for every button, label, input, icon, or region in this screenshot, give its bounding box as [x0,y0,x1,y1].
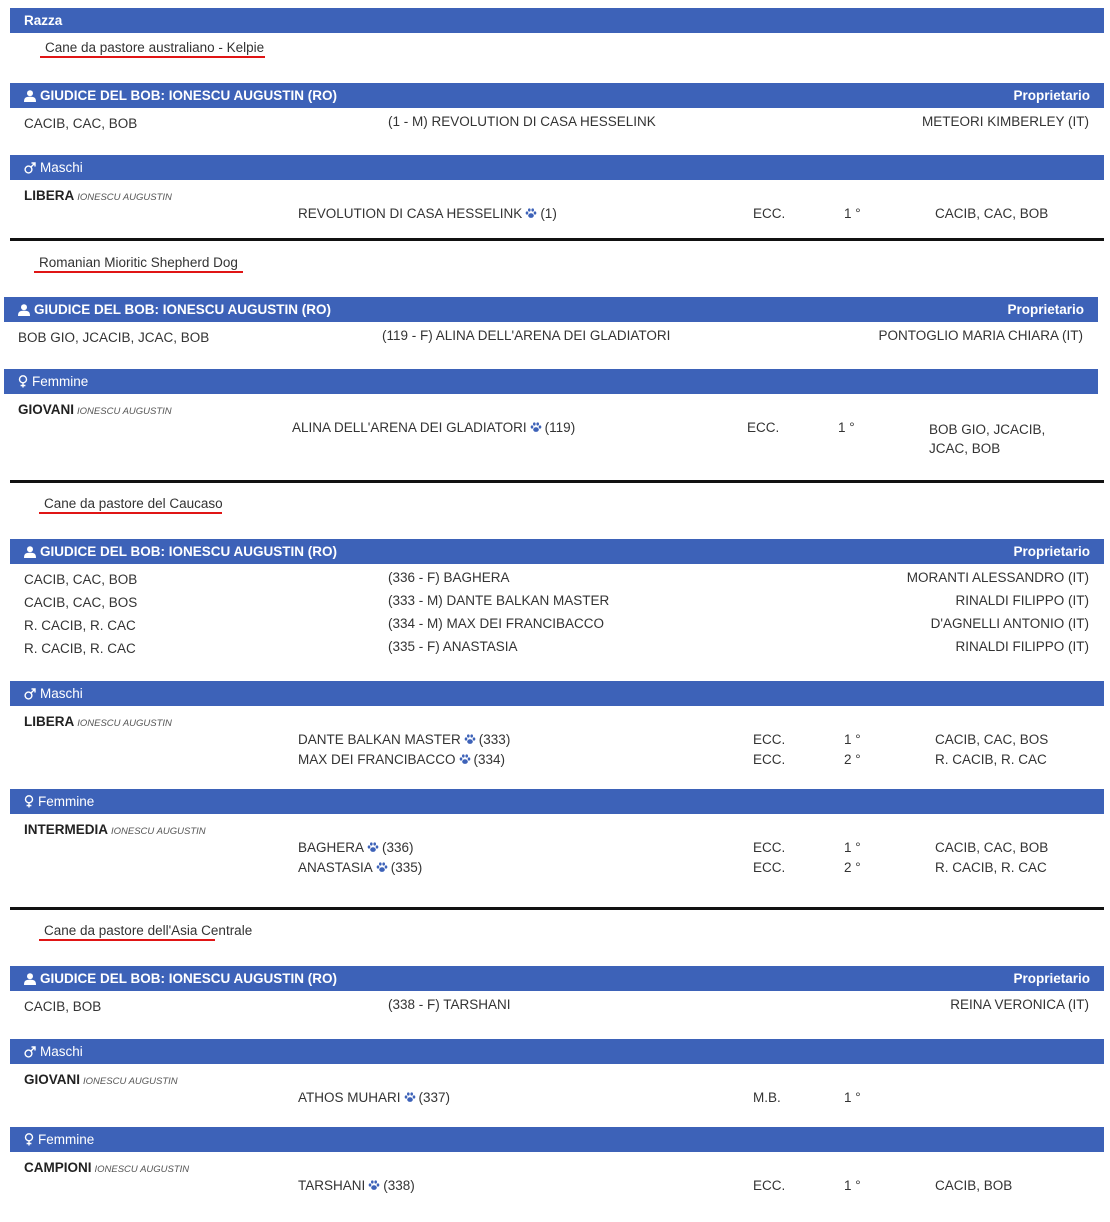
entry-dog-name: ALINA DELL'ARENA DEI GLADIATORI [292,420,527,435]
bob-dog[interactable]: (338 - F) TARSHANI [388,997,511,1012]
bob-dog[interactable]: (333 - M) DANTE BALKAN MASTER [388,593,610,608]
bob-dog[interactable]: (335 - F) ANASTASIA [388,639,518,654]
entry-catalog-number: (335) [390,860,423,875]
breed-name: Cane da pastore australiano - Kelpie [45,40,265,55]
entry-place: 1 ° [844,206,861,221]
females-label: Femmine [32,374,89,389]
entry-grade: ECC. [753,840,786,855]
female-icon [24,1129,34,1154]
bob-dog[interactable]: (334 - M) MAX DEI FRANCIBACCO [388,616,605,631]
breed-name: Cane da pastore dell'Asia Centrale [44,923,253,938]
entry-place: 1 ° [844,1090,861,1105]
entry-dog[interactable] [298,732,510,747]
paw-icon [368,1179,380,1190]
bob-dog[interactable]: (336 - F) BAGHERA [388,570,510,585]
user-icon [24,541,36,566]
bob-awards: R. CACIB, R. CAC [24,618,136,633]
class-name: CAMPIONI [24,1160,92,1175]
females-section-bar [10,789,1104,814]
male-icon [24,683,36,708]
entry-dog-name: ANASTASIA [298,860,373,875]
bob-owner: METEORI KIMBERLEY (IT) [921,114,1089,129]
entry-catalog-number: (1) [540,206,557,221]
male-icon [24,157,36,182]
class-name: LIBERA [24,714,75,729]
entry-catalog-number: (119) [544,420,576,435]
entry-grade: ECC. [753,860,786,875]
bob-judge-label: GIUDICE DEL BOB: IONESCU AUGUSTIN (RO) [40,971,338,986]
entry-dog[interactable] [298,860,422,875]
owner-column-header: Proprietario [1013,88,1090,103]
entry-place: 1 ° [844,840,861,855]
bob-owner: RINALDI FILIPPO (IT) [955,593,1089,608]
bob-awards: CACIB, CAC, BOB [24,116,138,131]
user-icon [18,299,30,324]
class-row [24,822,206,837]
bob-dog[interactable]: (1 - M) REVOLUTION DI CASA HESSELINK [388,114,656,129]
user-icon [24,968,36,993]
bob-owner: PONTOGLIO MARIA CHIARA (IT) [878,328,1083,343]
paw-icon [525,207,537,218]
entry-dog-name: REVOLUTION DI CASA HESSELINK [298,206,523,221]
females-section-bar [10,1127,1104,1152]
breed-separator [10,480,1104,483]
class-judge: IONESCU AUGUSTIN [111,826,206,837]
user-icon [24,85,36,110]
class-row [24,1072,178,1087]
bob-owner: MORANTI ALESSANDRO (IT) [906,570,1089,585]
class-row [24,714,172,729]
bob-owner: REINA VERONICA (IT) [950,997,1089,1012]
header-title: Razza [24,13,63,28]
males-section-bar [10,1039,1104,1064]
males-label: Maschi [40,160,83,175]
entry-awards: CACIB, CAC, BOB [935,840,1049,855]
paw-icon [367,841,379,852]
paw-icon [464,733,476,744]
bob-judge-bar [4,297,1098,322]
class-name: LIBERA [24,188,75,203]
entry-grade: ECC. [753,752,786,767]
entry-dog[interactable] [298,840,414,855]
class-judge: IONESCU AUGUSTIN [94,1164,190,1175]
bob-awards: R. CACIB, R. CAC [24,641,136,656]
entry-place: 1 ° [844,1178,861,1193]
bob-owner: RINALDI FILIPPO (IT) [955,639,1089,654]
breed-separator [10,238,1104,241]
owner-column-header: Proprietario [1007,302,1084,317]
entry-catalog-number: (334) [473,752,506,767]
class-name: INTERMEDIA [24,822,108,837]
bob-awards: CACIB, CAC, BOB [24,572,138,587]
class-judge: IONESCU AUGUSTIN [83,1076,178,1087]
entry-catalog-number: (336) [382,840,414,855]
males-section-bar [10,155,1104,180]
entry-catalog-number: (333) [478,732,511,747]
bob-judge-bar [10,83,1104,108]
entry-awards: CACIB, BOB [935,1178,1013,1193]
bob-owner: D'AGNELLI ANTONIO (IT) [930,616,1089,631]
entry-place: 2 ° [844,752,861,767]
entry-dog-name: MAX DEI FRANCIBACCO [298,752,456,767]
entry-awards: BOB GIO, JCACIB, JCAC, BOB [929,422,1046,456]
class-judge: IONESCU AUGUSTIN [77,406,172,417]
bob-judge-bar [10,539,1104,564]
entry-place: 1 ° [838,420,855,435]
females-section-bar [4,369,1098,394]
entry-grade: ECC. [753,206,786,221]
males-label: Maschi [40,1044,83,1059]
males-section-bar [10,681,1104,706]
male-icon [24,1041,36,1066]
bob-judge-label: GIUDICE DEL BOB: IONESCU AUGUSTIN (RO) [40,544,338,559]
paw-icon [376,861,388,872]
entry-dog-name: BAGHERA [298,840,365,855]
breed-name-underline [39,939,215,941]
entry-place: 2 ° [844,860,861,875]
bob-judge-label: GIUDICE DEL BOB: IONESCU AUGUSTIN (RO) [40,88,338,103]
bob-awards: BOB GIO, JCACIB, JCAC, BOB [18,330,210,345]
entry-grade: ECC. [753,732,786,747]
females-label: Femmine [38,794,95,809]
entry-awards: CACIB, CAC, BOS [935,732,1049,747]
paw-icon [530,421,542,432]
breed-name: Cane da pastore del Caucaso [44,496,223,511]
entry-dog-name: ATHOS MUHARI [298,1090,401,1105]
breed-name-underline [39,512,222,514]
entry-dog[interactable] [298,1090,450,1105]
class-row [18,402,172,417]
bob-awards: CACIB, BOB [24,999,102,1014]
class-row [24,1160,189,1175]
entry-awards: R. CACIB, R. CAC [935,860,1047,875]
female-icon [24,791,34,816]
class-name: GIOVANI [18,402,75,417]
paw-icon [459,753,471,764]
class-row [24,188,172,203]
header-bar-razza [10,8,1104,33]
entry-dog[interactable] [292,420,575,435]
breed-name-underline [40,56,265,58]
females-label: Femmine [38,1132,95,1147]
class-name: GIOVANI [24,1072,81,1087]
owner-column-header: Proprietario [1013,971,1090,986]
entry-grade: ECC. [747,420,780,435]
entry-dog[interactable] [298,752,505,767]
owner-column-header: Proprietario [1013,544,1090,559]
entry-awards: R. CACIB, R. CAC [935,752,1047,767]
class-judge: IONESCU AUGUSTIN [77,718,172,729]
bob-judge-label: GIUDICE DEL BOB: IONESCU AUGUSTIN (RO) [34,302,332,317]
breed-name-underline [34,271,243,273]
males-label: Maschi [40,686,83,701]
entry-dog-name: TARSHANI [298,1178,366,1193]
entry-grade: ECC. [753,1178,786,1193]
breed-separator [10,907,1104,910]
entry-grade: M.B. [753,1090,781,1105]
female-icon [18,371,28,396]
paw-icon [404,1091,416,1102]
entry-catalog-number: (337) [418,1090,451,1105]
breed-name: Romanian Mioritic Shepherd Dog [39,255,238,270]
bob-awards: CACIB, CAC, BOS [24,595,138,610]
bob-judge-bar [10,966,1104,991]
entry-dog[interactable] [298,1178,415,1193]
entry-awards: CACIB, CAC, BOB [935,206,1049,221]
entry-place: 1 ° [844,732,861,747]
bob-dog[interactable]: (119 - F) ALINA DELL'ARENA DEI GLADIATORI [382,328,671,343]
entry-catalog-number: (338) [383,1178,415,1193]
entry-dog[interactable] [298,206,557,221]
entry-dog-name: DANTE BALKAN MASTER [298,732,461,747]
class-judge: IONESCU AUGUSTIN [77,192,172,203]
